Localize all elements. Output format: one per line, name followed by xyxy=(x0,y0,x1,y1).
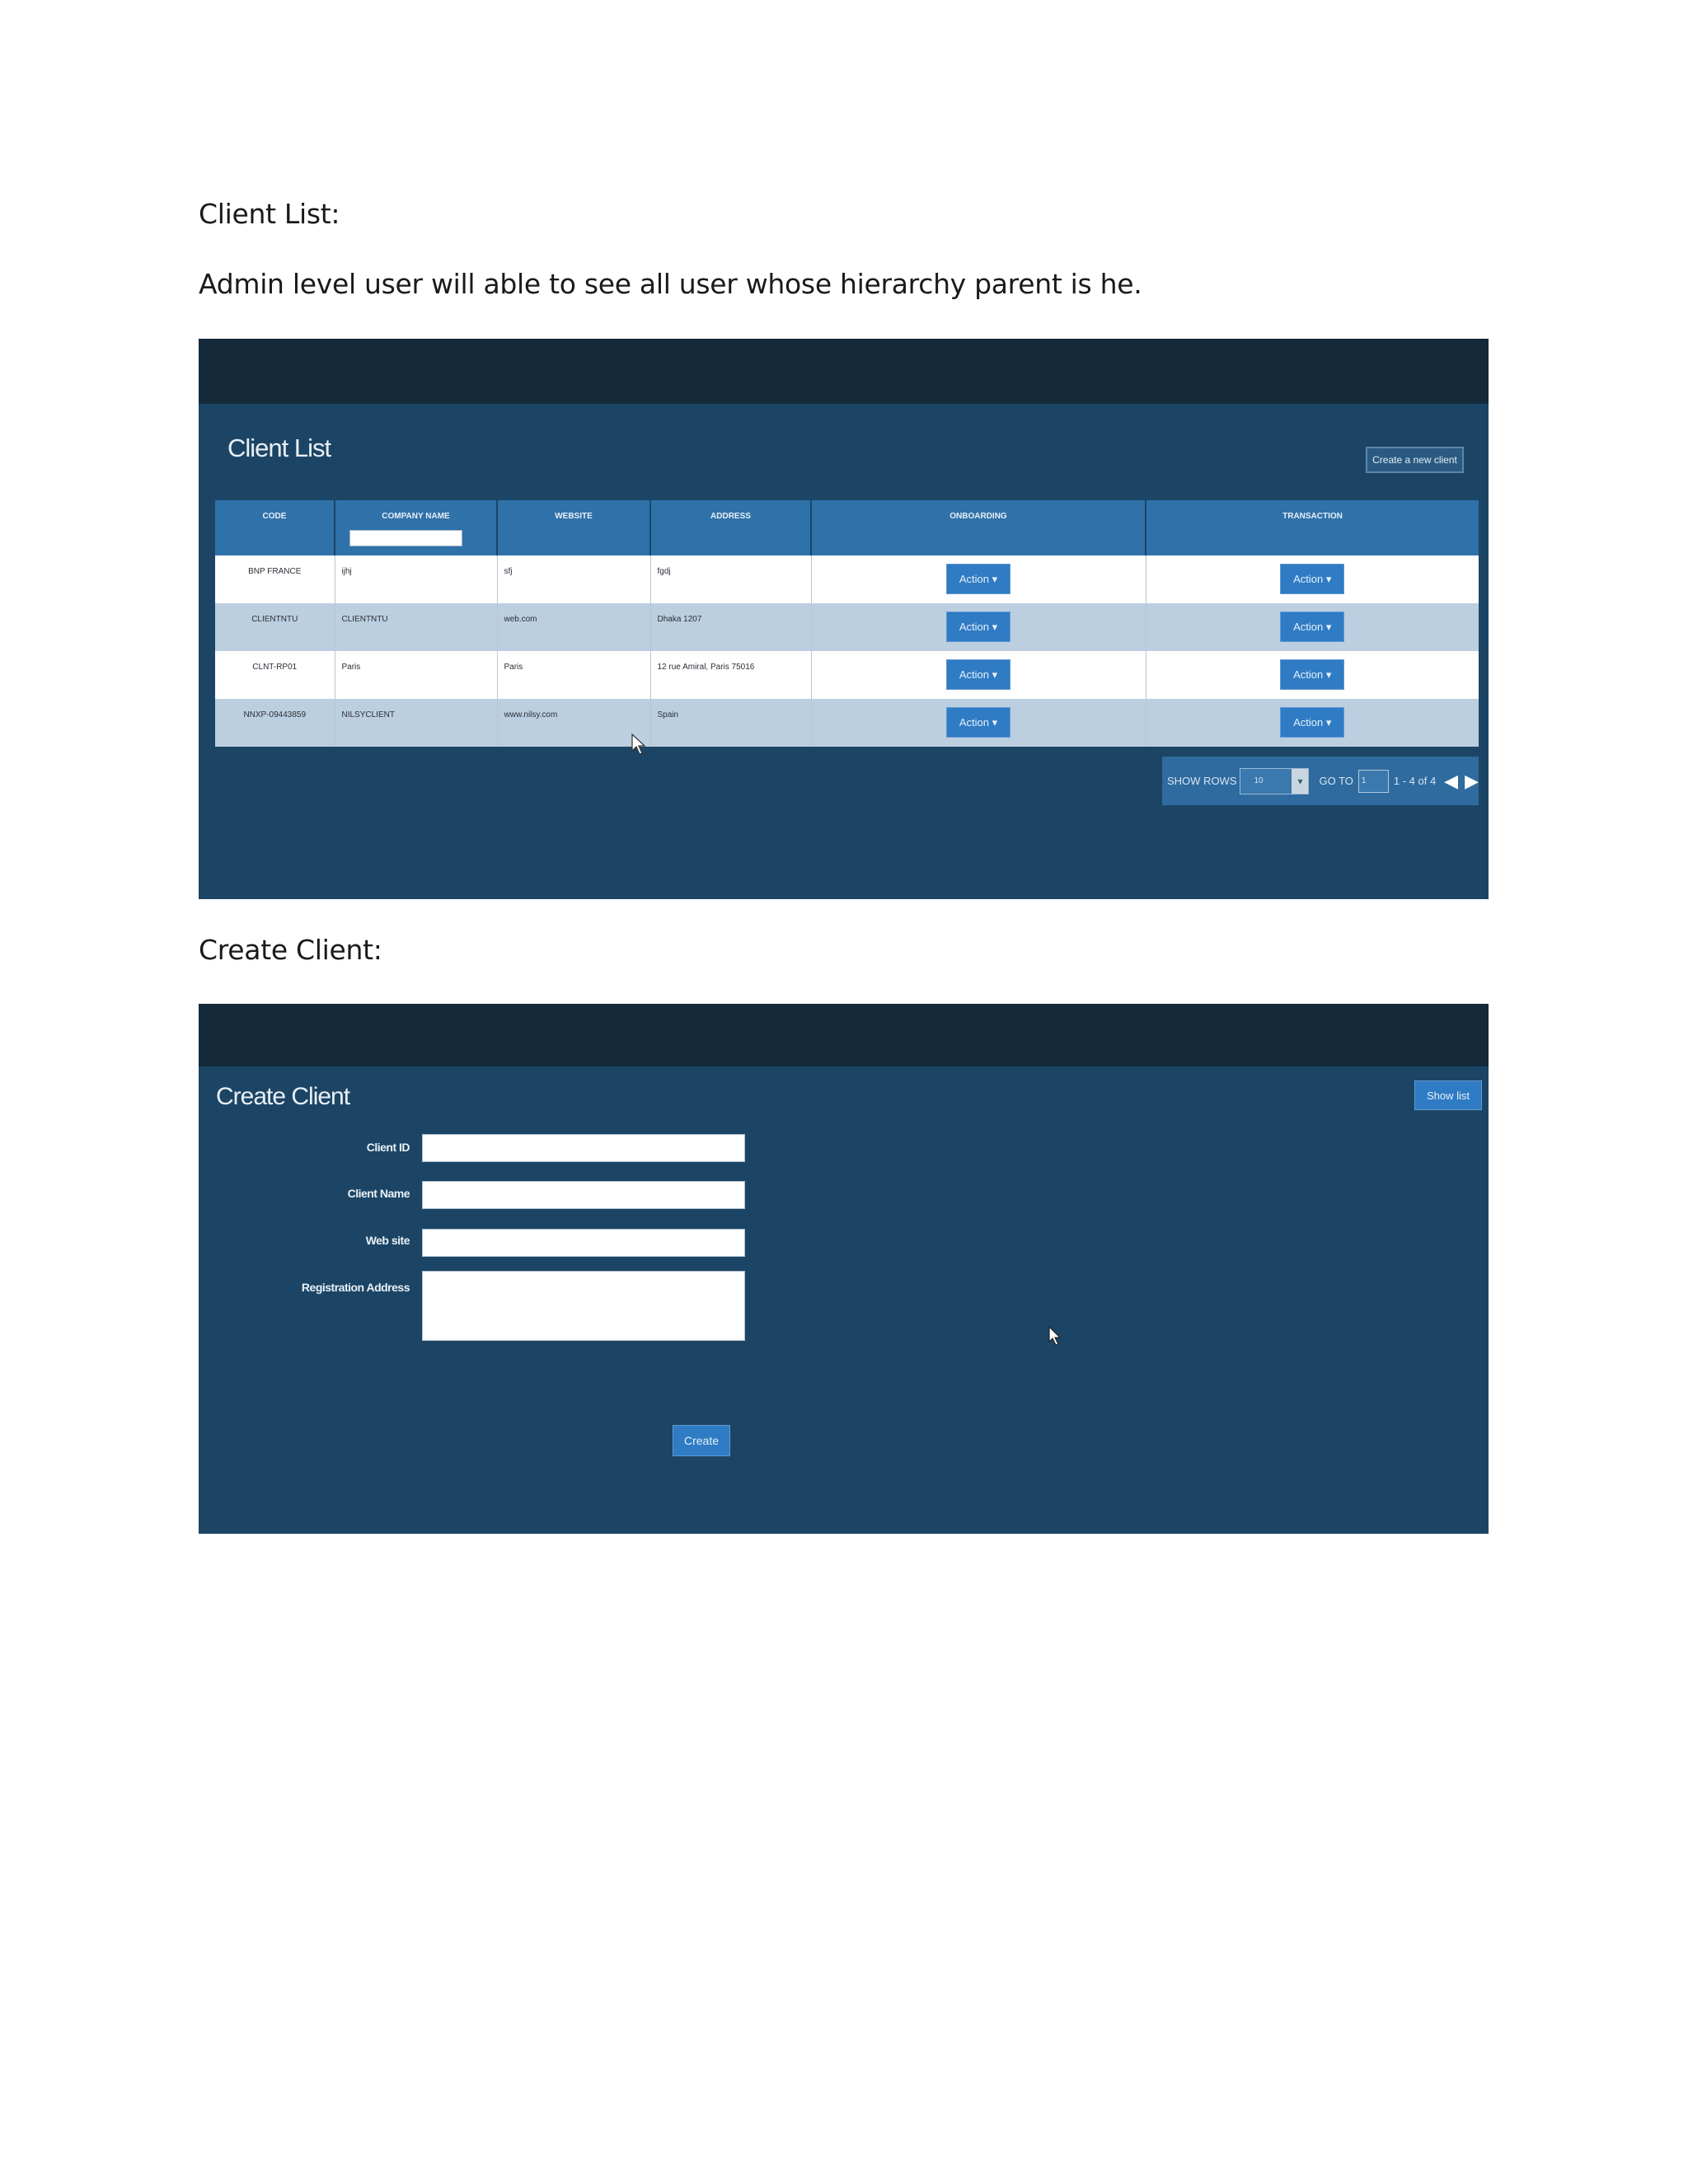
cell-onboarding xyxy=(811,651,1146,699)
table-row[interactable] xyxy=(215,555,1479,603)
cell-transaction xyxy=(1146,651,1479,699)
mouse-cursor-icon xyxy=(631,733,647,756)
cell-website: web.com xyxy=(497,603,650,651)
client-table xyxy=(215,500,1479,747)
column-header-website[interactable]: WEBSITE xyxy=(497,500,650,555)
page-title: Client List xyxy=(227,434,331,462)
client-list-description: Admin level user will able to see all user whose hierarchy parent is he. xyxy=(199,268,1142,300)
cell-address: fgdj xyxy=(650,555,811,603)
rows-per-page-value: 10 xyxy=(1254,776,1264,785)
website-label: Web site xyxy=(365,1234,410,1247)
cell-address: 12 rue Amiral, Paris 75016 xyxy=(650,651,811,699)
onboarding-action-button[interactable]: Action ▾ xyxy=(946,612,1010,642)
cell-transaction xyxy=(1146,699,1479,747)
cell-company: NILSYCLIENT xyxy=(335,699,497,747)
transaction-action-button[interactable]: Action ▾ xyxy=(1280,564,1344,594)
page-title: Create Client xyxy=(216,1083,350,1110)
client-id-label: Client ID xyxy=(366,1141,410,1154)
cell-website: Paris xyxy=(497,651,650,699)
cell-code: CLNT-RP01 xyxy=(215,651,335,699)
top-navbar xyxy=(199,339,1489,404)
table-header-row xyxy=(215,500,1479,555)
column-header-transaction[interactable]: TRANSACTION xyxy=(1146,500,1479,555)
create-button[interactable]: Create xyxy=(673,1425,730,1456)
go-to-label: GO TO xyxy=(1319,775,1353,787)
rows-per-page-select[interactable] xyxy=(1240,768,1309,794)
cell-onboarding xyxy=(811,555,1146,603)
client-name-label: Client Name xyxy=(347,1187,410,1200)
cell-company: Paris xyxy=(335,651,497,699)
client-list-screenshot xyxy=(199,339,1489,899)
next-page-icon[interactable]: ▶ xyxy=(1465,770,1479,791)
cell-onboarding xyxy=(811,603,1146,651)
top-navbar xyxy=(199,1004,1489,1066)
website-input[interactable] xyxy=(422,1229,745,1257)
column-header-onboarding[interactable]: ONBOARDING xyxy=(811,500,1146,555)
go-to-page-input[interactable]: 1 xyxy=(1358,770,1389,793)
table-row[interactable] xyxy=(215,603,1479,651)
column-header-company-name[interactable]: COMPANY NAME xyxy=(335,500,497,555)
table-row[interactable] xyxy=(215,699,1479,747)
company-name-filter-input[interactable] xyxy=(349,530,462,546)
transaction-action-button[interactable]: Action ▾ xyxy=(1280,659,1344,690)
client-name-input[interactable] xyxy=(422,1181,745,1209)
prev-page-icon[interactable]: ◀ xyxy=(1444,770,1459,791)
cell-code: BNP FRANCE xyxy=(215,555,335,603)
cell-company: CLIENTNTU xyxy=(335,603,497,651)
cell-company: ijhj xyxy=(335,555,497,603)
cell-transaction xyxy=(1146,603,1479,651)
cell-onboarding xyxy=(811,699,1146,747)
cell-address: Spain xyxy=(650,699,811,747)
onboarding-action-button[interactable]: Action ▾ xyxy=(946,707,1010,738)
cell-code: CLIENTNTU xyxy=(215,603,335,651)
create-client-screenshot xyxy=(199,1004,1489,1534)
column-header-address[interactable]: ADDRESS xyxy=(650,500,811,555)
pagination-bar xyxy=(1162,757,1479,805)
cell-transaction xyxy=(1146,555,1479,603)
show-list-button[interactable]: Show list xyxy=(1414,1080,1482,1110)
chevron-down-icon: ▾ xyxy=(1292,769,1308,794)
cell-code: NNXP-09443859 xyxy=(215,699,335,747)
registration-address-label: Registration Address xyxy=(301,1281,410,1294)
client-id-input[interactable] xyxy=(422,1134,745,1162)
transaction-action-button[interactable]: Action ▾ xyxy=(1280,612,1344,642)
onboarding-action-button[interactable]: Action ▾ xyxy=(946,564,1010,594)
cell-address: Dhaka 1207 xyxy=(650,603,811,651)
show-rows-label: SHOW ROWS xyxy=(1167,775,1237,787)
table-row[interactable] xyxy=(215,651,1479,699)
create-client-heading: Create Client: xyxy=(199,934,382,966)
registration-address-textarea[interactable] xyxy=(422,1271,745,1341)
mouse-cursor-icon xyxy=(1048,1325,1062,1347)
cell-website: www.nilsy.com xyxy=(497,699,650,747)
transaction-action-button[interactable]: Action ▾ xyxy=(1280,707,1344,738)
create-client-button[interactable]: Create a new client xyxy=(1366,447,1464,473)
onboarding-action-button[interactable]: Action ▾ xyxy=(946,659,1010,690)
column-header-code[interactable]: CODE xyxy=(215,500,335,555)
page-range-text: 1 - 4 of 4 xyxy=(1393,775,1437,787)
cell-website: sfj xyxy=(497,555,650,603)
client-list-heading: Client List: xyxy=(199,198,340,230)
